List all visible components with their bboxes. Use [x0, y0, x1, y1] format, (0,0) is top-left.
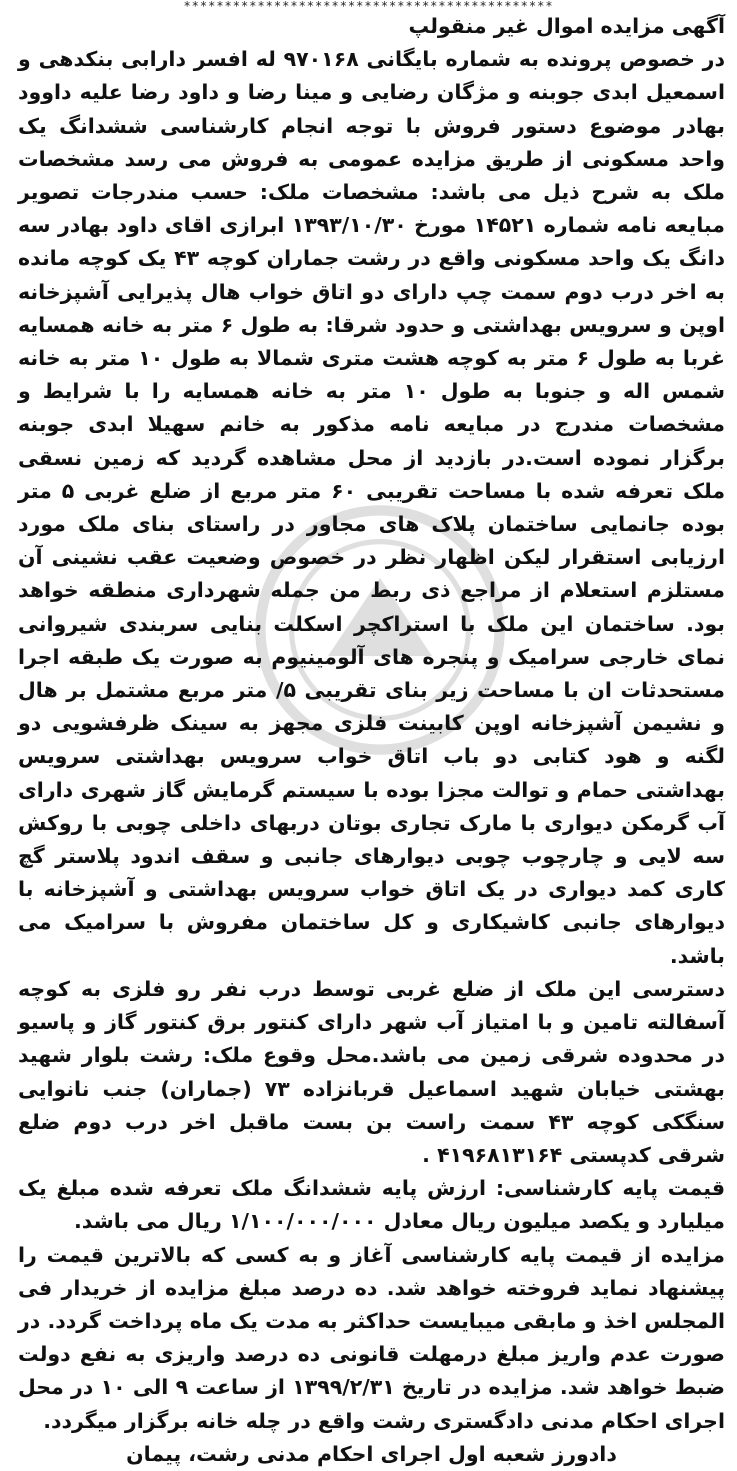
- star-border: *********************************************: [183, 0, 554, 12]
- auction-terms-paragraph: مزایده از قیمت پایه کارشناسی آغاز و به کسی که بالاترین قیمت را پیشنهاد نماید فروخته خواهد شد. ده درصد مبلغ مزایده از خریدار فی المجلس اخذ و مابقی میبایست حداکثر به مدت یک ماه پرداخت گردد. در صورت عدم واریز مبلغ درمهلت قانونی ده درصد واریزی به نفع دولت ضبط خواهد شد. مزایده در تاریخ ۱۳۹۹/۲/۳۱ از ساعت ۹ الی ۱۰ در محل اجرای احکام مدنی دادگستری رشت واقع در چله خانه برگزار میگردد.: [17, 1242, 725, 1433]
- property-description-paragraph: در خصوص پرونده به شماره بایگانی ۹۷۰۱۶۸ له افسر دارابی بنکدهی و اسمعیل ابدی جوبنه و مژگان رضایی و مینا رضا و داود رضا علیه داوود بهادر موضوع دستور فروش با توجه انجام کارشناسی ششدانگ یک واحد مسکونی از طریق مزایده عمومی به فروش می رسد مشخصات ملک به شرح ذیل می باشد: مشخصات ملک: حسب مندرجات تصویر مبایعه نامه شماره ۱۴۵۲۱ مورخ ۱۳۹۳/۱۰/۳۰ ابرازی اقای داود بهادر سه دانگ یک واحد مسکونی واقع در رشت جماران کوچه ۴۳ یک کوچه مانده به اخر درب دوم سمت چپ دارای دو اتاق خواب هال پذیرایی آشپزخانه اوپن و سرویس بهداشتی و حدود شرقا: به طول ۶ متر به خانه همسایه غربا به طول ۶ متر به کوچه هشت متری شمالا به طول ۱۰ متر به خانه شمس اله و جنوبا به طول ۱۰ متر به خانه همسایه را با شرایط و مشخصات مندرج در مبایعه نامه مذکور به خانم سهیلا ابدی جوبنه برگزار نموده است.در بازدید از محل مشاهده گردید که زمین نسقی ملک تعرفه شده با مساحت تقریبی ۶۰ متر مربع از ضلع غربی ۵ متر بوده جانمایی ساختمان پلاک های مجاور در راستای بنای ملک مورد ارزیابی استقرار لیکن اظهار نظر در خصوص وضعیت عقب نشینی آن مستلزم استعلام از مراجع ذی ربط من جمله شهرداری منطقه خواهد بود. ساختمان این ملک با استراکچر اسکلت بنایی سربندی شیروانی نمای خارجی سرامیک و پنجره های آلومینیوم به صورت یک طبقه اجرا مستحدثات ان با مساحت زیر بنای تقریبی ۵/ متر مربع مشتمل بر هال و نشیمن آشپزخانه اوپن کابینت فلزی مجهز به سینک ظرفشویی دو لگنه و هود کتابی دو باب اتاق خواب سرویس بهداشتی سرویس بهداشتی حمام و توالت مجزا بوده با سیستم گرمایش گاز شهری دارای آب گرمکن دیواری با مارک تجاری بوتان دربهای داخلی چوبی با روکش سه لایی و چارچوب چوبی دیوارهای جانبی و سقف اندود پلاستر گچ کاری کمد دیواری در یک اتاق خواب سرویس بهداشتی و آشپزخانه با دیوارهای جانبی کاشیکاری و کل ساختمان مفروش با سرامیک می باشد.: [18, 47, 726, 968]
- signature-line: دادورز شعبه اول اجرای احکام مدنی رشت، پیمان: [126, 1441, 617, 1466]
- notice-title: آگهی مزایده اموال غیر منقولپ: [408, 14, 725, 38]
- auction-notice: [18, 10, 725, 1471]
- base-price-paragraph: قیمت پایه کارشناسی: ارزش پایه ششدانگ ملک تعرفه شده مبلغ یک میلیارد و یکصد میلیون ریال معادل ۱/۱۰۰/۰۰۰/۰۰۰ ریال می باشد.: [18, 1176, 725, 1234]
- access-location-paragraph: دسترسی این ملک از ضلع غربی توسط درب نفر رو فلزی به کوچه آسفالته تامین و با امتیاز آب شهر دارای کنتور برق کنتور گاز و پاسیو در محدوده شرقی زمین می باشد.محل وقوع ملک: رشت بلوار شهید بهشتی خیابان شهید اسماعیل قربانزاده ۷۳ (جماران) جنب نانوایی سنگکی کوچه ۴۳ سمت راست بن بست ماقبل اخر درب دوم ضلع شرقی کدپستی ۴۱۹۶۸۱۳۱۶۴ .: [18, 976, 725, 1167]
